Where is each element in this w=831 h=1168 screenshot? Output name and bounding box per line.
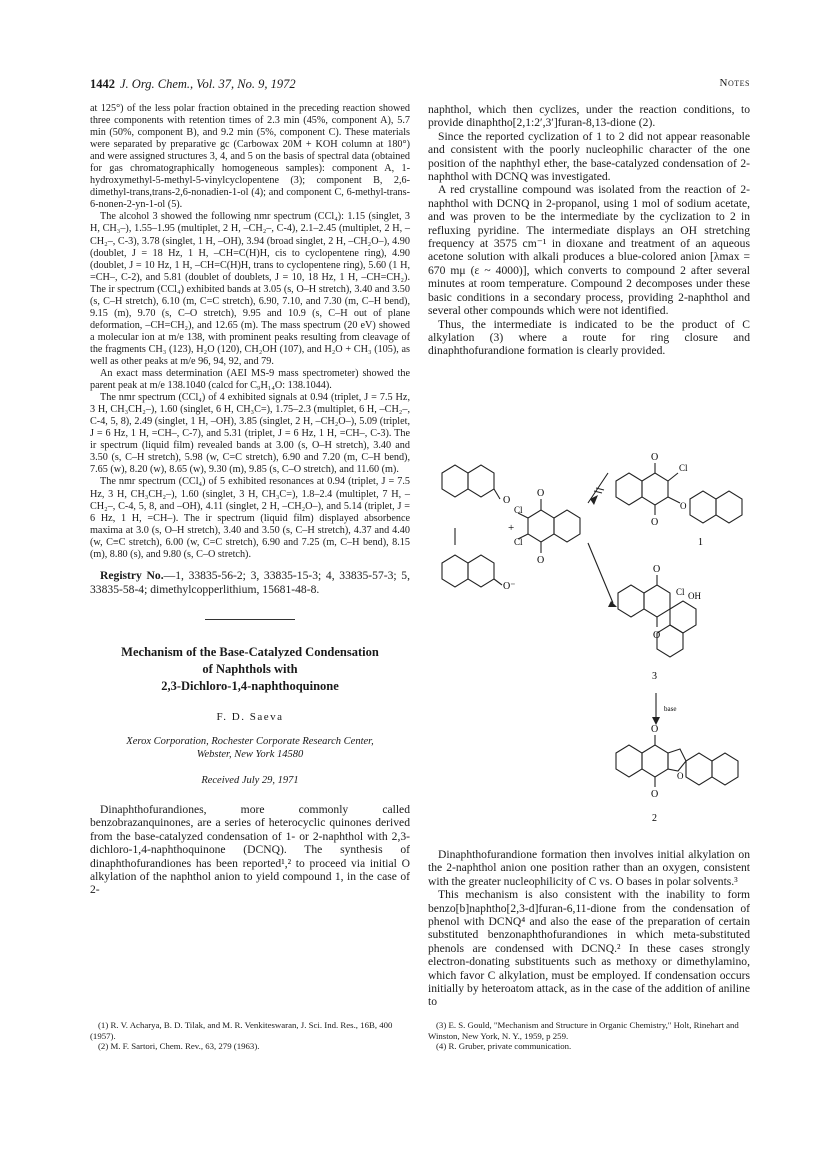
article-title-line: Mechanism of the Base-Catalyzed Condensation <box>121 644 379 659</box>
atom-label: O <box>651 452 659 463</box>
footnotes-left <box>90 1020 410 1052</box>
atom-label: O <box>653 564 661 575</box>
atom-label: O <box>537 488 545 499</box>
paragraph: Dinaphthofurandione formation then involves initial alkylation on the 2-naphthol anion one position rather than an oxygen, consistent with the greater nucleophilicity of C vs. O bases in polar solvents.³ <box>428 848 750 888</box>
received-date: Received July 29, 1971 <box>201 774 299 786</box>
footnote: (4) R. Gruber, private communication. <box>436 1041 572 1052</box>
atom-label: O <box>651 789 659 800</box>
footnote: (1) R. V. Acharya, B. D. Tilak, and M. R. Venkiteswaran, J. Sci. Ind. Res., 16B, 400 (1957). <box>90 1020 393 1041</box>
registry-label: Registry No. <box>100 568 164 582</box>
section-label: Notes <box>719 77 750 89</box>
reaction-condition: base <box>664 705 677 713</box>
compound-number: 2 <box>652 813 657 824</box>
author: F. D. Saeva <box>216 710 284 723</box>
atom-label: Cl <box>679 463 688 473</box>
paragraph: The alcohol 3 showed the following nmr spectrum (CCl₄): 1.15 (singlet, 3 H, CH₃–), 1.55–1.95 (multiplet, 2 H, –CH₂–, C-4), 2.1–2.45 (multiplet, 2 H, –CH₂–, C-3), 3.78 (singlet, 1 H, –OH), 3.94 (broad singlet, 2 H, –CH₂O–), 4.90 (doublet, J = 18 Hz, 1 H, –CH=C(H)H, cis to cyclopentene ring), 4.90 (doublet, J = 10 Hz, 1 H, –CH=C(H)H, trans to cyclopentene ring), 5.60 (1 H, =CH–, C-2), and 5.81 (doublet of doublets, J = 10, 18 Hz, 1 H, –CH=CH₂). The ir spectrum (CCl₄) exhibited bands at 3.05 (s, O–H stretch), 3.40 and 3.50 (s, C–H stretch), 6.10 (m, C=C stretch), 6.90, 7.10, and 7.30 (m, C–H bend), 9.15 (m), 9.70 (s, C–O stretch), 9.95 and 10.9 (s, C–H out of plane deformation, –CH=CH₂), and 12.65 (m). The mass spectrum (20 eV) showed a molecular ion at m/e 138, with prominent peaks resulting from cleavage of the fragments CH₃ (123), H₂O (120), CH₂OH (107), and H₂O + CH₃ (105), as well as other peaks at m/e 96, 94, 92, and 79. <box>90 211 410 367</box>
paragraph: This mechanism is also consistent with the inability to form benzo[b]naphtho[2,3-d]furan-6,11-dione from the condensation of phenol with DCNQ⁴ and also the ease of the preparation of certain substituted benzonaphthofurandiones in which meta-substituted phenols are condensed with DCNQ.² In these cases strongly electron-donating substituents such as methoxy or dimethylamino, which favor C alkylation, must be employed. If condensation occurs initially by heteroatom attack, as in the case of the addition of aniline to <box>428 888 750 1009</box>
article-title-line: 2,3-Dichloro-1,4-naphthoquinone <box>161 678 339 693</box>
paragraph: naphthol, which then cyclizes, under the reaction conditions, to provide dinaphtho[2,1:2′,3′]furan-8,13-dione (2). <box>428 103 750 130</box>
footnote: (3) E. S. Gould, "Mechanism and Structure in Organic Chemistry," Holt, Rinehart and Winston, New York, N. Y., 1959, p 259. <box>428 1020 739 1041</box>
registry-text: —1, 33835-56-2; 3, 33835-15-3; 4, 33835-57-3; 5, 33835-58-4; dimethylcopperlithium, 15681-48-8. <box>90 568 410 596</box>
atom-label: Cl <box>514 505 523 515</box>
section-divider <box>205 619 295 620</box>
right-column <box>428 103 750 358</box>
atom-label: O <box>537 555 545 566</box>
affiliation-line: Xerox Corporation, Rochester Corporate Research Center, <box>126 735 374 747</box>
paragraph: Thus, the intermediate is indicated to be the product of C alkylation (3) where a route for ring closure and dinaphthofurandione formation is clearly provided. <box>428 317 750 358</box>
atom-label: O <box>503 495 511 506</box>
atom-label: O <box>653 630 661 641</box>
paragraph: An exact mass determination (AEI MS-9 mass spectrometer) showed the parent peak at m/e 138.1040 (calcd for C₉H₁₄O: 138.1044). <box>90 368 410 392</box>
plus-sign: + <box>508 522 515 534</box>
paragraph: The nmr spectrum (CCl₄) of 4 exhibited signals at 0.94 (triplet, J = 7.5 Hz, 3 H, CH₃CH₂–), 1.60 (singlet, 6 H, CH₃C=), 1.75–2.3 (multiplet, 6 H, –CH₂–, C-4, 5, 8), 2.49 (singlet, 1 H, –OH), 3.85 (singlet, 2 H, –CH₂O–), 5.09 (triplet, J = 6 Hz, 1 H, =CH–, C-7), and 5.31 (triplet, J = 6 Hz, 1 H, =CH–, C-3). The ir spectrum (liquid film) revealed bands at 3.00 (s, O–H stretch), 3.40 and 3.50 (s, C–H stretch), 5.98 (w, C=C stretch), 6.90 and 7.20 (m, C–H bend), 7.65 (w), 8.20 (w), 8.65 (w), 9.30 (m), 9.85 (s, C–O stretch), and 11.60 (m). <box>90 392 410 476</box>
atom-label: Cl <box>676 587 685 597</box>
paragraph: The nmr spectrum (CCl₄) of 5 exhibited resonances at 0.94 (triplet, J = 7.5 Hz, 3 H, CH₃CH₂–), 1.60 (singlet, 3 H, CH₃C=), 1.8–2.4 (multiplet, 7 H, –CH₂–, C-4, 5, 8, and –OH), 4.11 (singlet, 2 H, –CH₂O–), and 5.14 (triplet, J = 6 Hz, 1 H, =CH–). The ir spectrum (liquid film) displayed absorbence maxima at 3.0 (s, O–H stretch), 3.40 and 3.50 (s, C–H stretch), 4.37 and 4.40 (w, C≡C stretch), 6.00 (w, C=C stretch), 6.90 and 7.25 (m, C–H bend), 8.15 (m), 8.80 (s), and 9.80 (s, C–O stretch). <box>90 476 410 560</box>
article-title-line: of Naphthols with <box>202 661 298 676</box>
atom-label: O <box>651 517 659 528</box>
paragraph: Since the reported cyclization of 1 to 2 did not appear reasonable and consistent with the poorly nucleophilic character of the one position of the naphthyl ether, the base-catalyzed condensation of 2-naphthol with DCNQ was investigated. <box>428 129 750 184</box>
compound-number: 3 <box>652 671 657 682</box>
page-number: 1442 <box>90 77 115 91</box>
atom-label: O <box>651 724 659 735</box>
footnotes-right <box>428 1020 750 1052</box>
registry-numbers <box>90 569 410 597</box>
page-header <box>90 77 750 93</box>
reaction-scheme <box>428 433 750 843</box>
right-column-continued <box>428 848 750 1009</box>
atom-label: Cl <box>514 537 523 547</box>
journal-citation: J. Org. Chem., Vol. 37, No. 9, 1972 <box>120 77 296 91</box>
paragraph: at 125°) of the less polar fraction obtained in the preceding reaction showed three components with retention times of 2.3 min (45%, component A), 5.7 min (50%, component B), and 9.2 min (5%, component C). These materials were separated by preparative gc (Carbowax 20M + KOH column at 180°) and were assigned structures 3, 4, and 5 on the basis of spectral data (obtained for gas chromatographically homogeneous samples): component A, 1-hydroxymethyl-5-methyl-5-vinylcyclopentene (3); component B, 2,6-dimethyl-trans,trans-2,6-nonadien-1-ol (4); and component C, 6-methyl-trans-6-nonen-2-yn-1-ol (5). <box>90 103 410 211</box>
footnote: (2) M. F. Sartori, Chem. Rev., 63, 279 (1963). <box>98 1041 260 1052</box>
atom-label: OH <box>688 591 701 601</box>
atom-label: O⁻ <box>503 581 516 592</box>
compound-number: 1 <box>698 537 703 548</box>
arrowhead <box>590 495 598 505</box>
affiliation-line: Webster, New York 14580 <box>196 748 304 760</box>
atom-label: O <box>677 771 684 781</box>
atom-label: O <box>680 501 687 511</box>
intro-paragraph: Dinaphthofurandiones, more commonly called benzobrazanquinones, are a series of heterocyclic quinones derived from the base-catalyzed condensation of 1- or 2-naphthol with 2,3-dichloro-1,4-naphthoquinone (DCNQ). The synthesis of dinaphthofurandiones has been reported¹,² to proceed via initial O alkylation of the naphthol anion to yield compound 1, in the case of 2- <box>90 802 410 897</box>
left-column <box>90 103 410 897</box>
paragraph: A red crystalline compound was isolated from the reaction of 2-naphthol with DCNQ in 2-propanol, using 1 mol of sodium acetate, and was proven to be the intermediate by the cyclization to 2 in refluxing pyridine. The intermediate displays an OH stretching frequency at 3575 cm⁻¹ in dioxane and treatment of an aqueous acetone solution with alkali produces a blue-colored anion [λmax = 670 mμ (ε ~ 4000)], which converts to compound 2 after several minutes at room temperature. Compound 2 decomposes under these basic conditions in a secondary process, providing 2-naphthol and several other compounds which were not identified. <box>428 183 750 318</box>
